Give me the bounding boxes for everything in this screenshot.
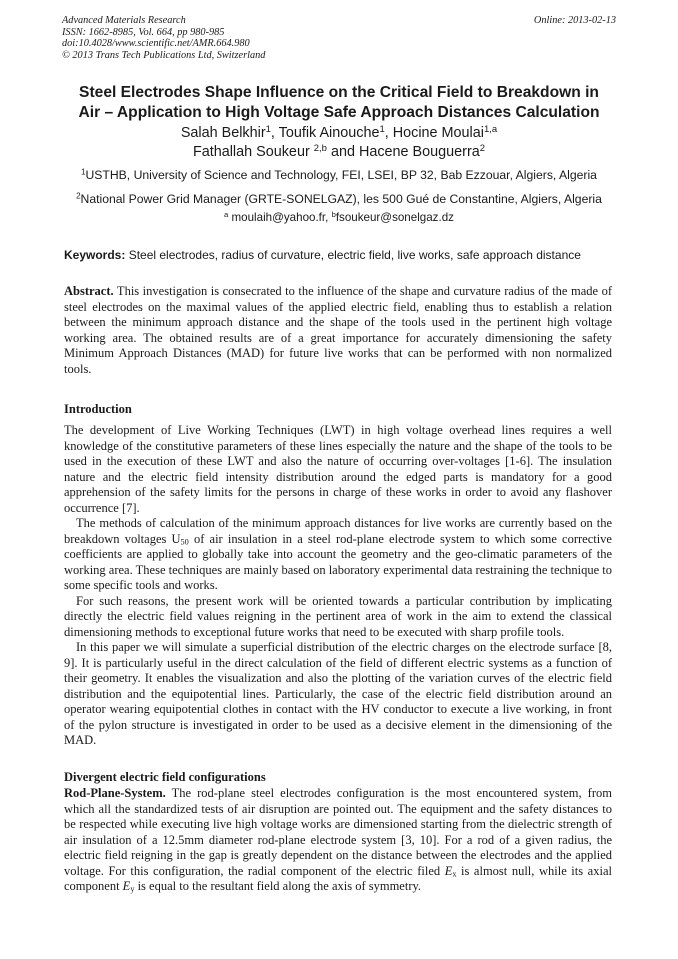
affil-mark: 2: [76, 191, 81, 201]
introduction-body: [64, 423, 612, 749]
author-name: and Hacene Bouguerra: [326, 143, 480, 160]
journal-name: Advanced Materials Research: [62, 15, 186, 26]
author-affil-mark: 1: [265, 123, 271, 135]
email-text: moulaih@yahoo.fr,: [228, 211, 332, 224]
author-name: , Hocine Moulai: [384, 125, 484, 141]
issn-line: ISSN: 1662-8985, Vol. 664, pp 980-985: [62, 26, 225, 38]
paragraph-text: The rod-plane steel electrodes configuration is the most encountered system, from which all the standardized tests of air disruption are pointed out. The equipment and the safety distances to be respected while executing live high voltage works are dimensioned starting from the dielectric strength of air insulation of a 12.5mm diameter rod-plane electrode system [3, 10]. For a rod of a given radius, the electric field reigning in the gap is greatly dependent on the distance between the electrodes and the applied voltage. For this configuration, the radial component of the electric filed: [64, 786, 612, 878]
author-line-2: [40, 143, 638, 162]
introduction-heading: Introduction: [64, 402, 132, 416]
running-header: [62, 15, 616, 61]
paragraph-text: The methods of calculation of the minimum approach distances for live works are currently based on the breakdown voltages U: [64, 516, 612, 546]
title-line-2: Air – Application to High Voltage Safe Approach Distances Calculation: [78, 104, 600, 121]
abstract: [64, 284, 612, 377]
paragraph-text: of air insulation in a steel rod-plane electrode system to which some corrective coefficients are applied to globally take into account the geometry and the geo-climatic parameters of the working area. These techniques are mainly based on laboratory experimental data restraining the technique to some specific tools and works.: [64, 531, 612, 592]
subscript: 50: [180, 537, 189, 547]
paragraph: The development of Live Working Techniques (LWT) in high voltage overhead lines requires a well knowledge of the constitutive parameters of these lines especially the nature and the shape of the tools to be used in the execution of these LWT and also the nature of occurring over-voltages [1-6]. The insulation nature and the electric field intensity distribution around the edged parts is mandatory for a good apprehension of the safety limits for the persons in charge of these works in order to avoid any flashover occurrence [7].: [64, 423, 612, 515]
divergent-field-heading: Divergent electric field configurations: [64, 770, 266, 784]
author-affil-mark: 2: [479, 142, 486, 154]
rod-plane-label: Rod-Plane-System.: [64, 786, 166, 800]
paper-title: [40, 83, 638, 123]
keywords-label: Keywords:: [64, 248, 126, 262]
paragraph: For such reasons, the present work will be oriented towards a particular contribution by implicating directly the electric field values reigning in the pertinent area of work in the aim to extend the classical dimensioning methods to exceptional future works that need to be executed with sharp profile tools.: [64, 593, 612, 639]
author-line-1: [40, 124, 638, 143]
author-affil-mark: 1: [379, 123, 385, 135]
title-line-1: Steel Electrodes Shape Influence on the Critical Field to Breakdown in: [79, 84, 599, 101]
paragraph: [64, 516, 612, 594]
copyright-line: © 2013 Trans Tech Publications Ltd, Switzerland: [62, 49, 266, 61]
abstract-text: This investigation is consecrated to the influence of the shape and curvature radius of the made of steel electrodes on the maximal values of the applied electric field, enabling thus to establish a relation between the minimum approach distance and the shape of the tools used in the pertinent high voltage working area. The obtained results are of a great importance for accurately dimensioning the safety Minimum Approach Distances (MAD) for future live works that can be performed with non normalized tools.: [64, 284, 612, 376]
math-symbol: E: [444, 863, 453, 878]
paragraph: In this paper we will simulate a superficial distribution of the electric charges on the electrode surface [8, 9]. It is particularly useful in the direct calculation of the field of different electric systems as a function of their geometry. It enables the visualization and also the plotting of the variation curves of the electric field distribution and the equipotential lines. Particularly, the case of the electric field distribution around an operator wearing equipotential clothes in contact with the HV conductor to execute a live working, in front of the pylon structure is investigated in order to be used as a decisive element in the dimensioning of the MAD.: [64, 640, 612, 747]
affil-text: National Power Grid Manager (GRTE-SONELGAZ), les 500 Gué de Constantine, Algiers, Algeria: [80, 192, 602, 206]
author-list: [40, 124, 638, 161]
author-name: Fathallah Soukeur: [192, 143, 314, 160]
math-symbol: E: [122, 879, 131, 893]
keywords-text: Steel electrodes, radius of curvature, electric field, live works, safe approach distance: [125, 248, 581, 262]
email-text: fsoukeur@sonelgaz.dz: [335, 211, 454, 224]
paragraph-text: is almost null, while its axial component: [64, 863, 612, 893]
affiliation-1: [40, 168, 638, 182]
affiliation-2: [40, 192, 638, 206]
paragraph-text: is equal to the resultant field along the axis of symmetry.: [134, 879, 422, 893]
subscript: y: [130, 884, 135, 894]
author-name: Salah Belkhir: [180, 125, 266, 141]
author-emails: [40, 211, 638, 224]
email-mark: a: [224, 209, 229, 219]
affil-mark: 1: [81, 167, 86, 177]
subscript: x: [452, 869, 457, 879]
online-date: Online: 2013-02-13: [533, 15, 616, 26]
affil-text: USTHB, University of Science and Technology, FEI, LSEI, BP 32, Bab Ezzouar, Algiers, Algeria: [85, 168, 597, 182]
doi-line: doi:10.4028/www.scientific.net/AMR.664.980: [62, 38, 250, 49]
author-affil-mark: 2,b: [313, 142, 327, 154]
abstract-label: Abstract.: [64, 284, 114, 298]
author-affil-mark: 1,a: [483, 123, 498, 135]
rod-plane-section: [64, 786, 612, 895]
author-name: , Toufik Ainouche: [270, 125, 380, 141]
email-mark: b: [331, 209, 336, 219]
keywords: [64, 248, 624, 262]
